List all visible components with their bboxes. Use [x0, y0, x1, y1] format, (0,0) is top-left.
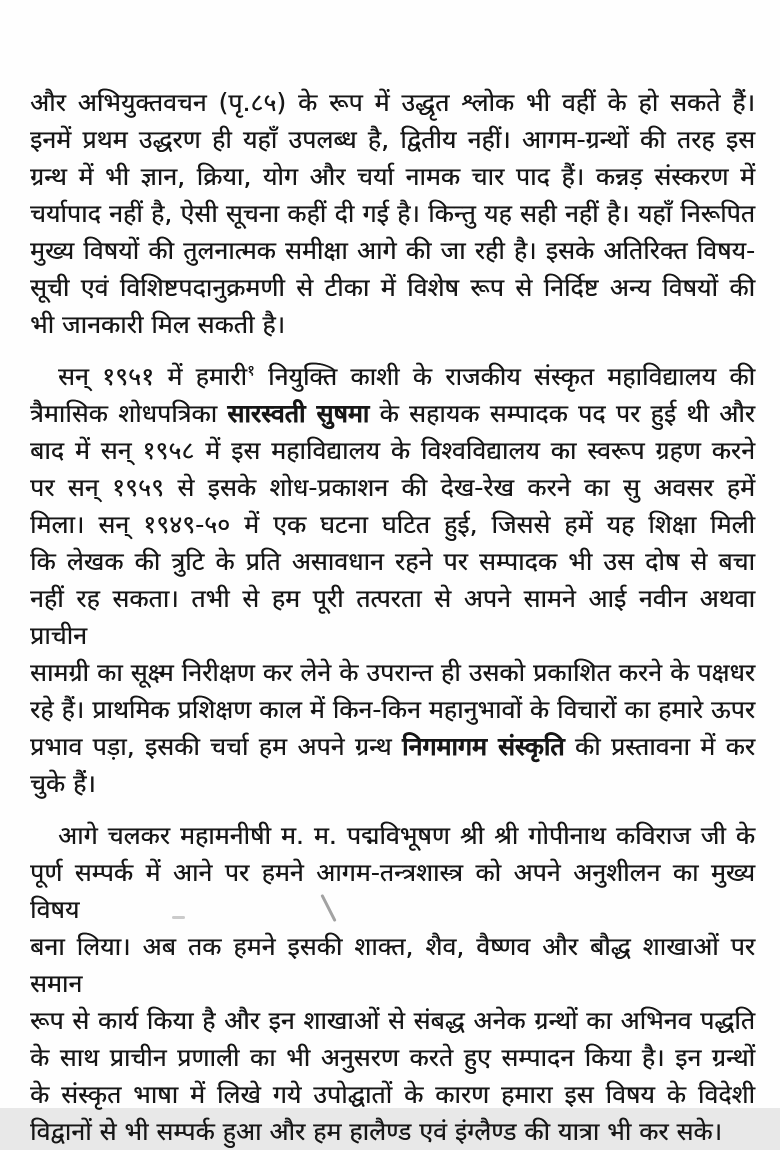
text-line: [30, 728, 755, 765]
bold-title-text: सारस्वती सुषमा: [227, 399, 370, 428]
text-segment: त्रैमासिक शोधपत्रिका: [30, 399, 228, 428]
text-line: [30, 306, 755, 343]
paragraph: [30, 358, 755, 802]
text-segment: प्रभाव पड़ा, इसकी चर्चा हम अपने ग्रन्थ: [30, 732, 402, 761]
bold-title-text: निगमागम संस्कृति: [401, 732, 565, 761]
text-line: [30, 195, 755, 232]
text-segment: सूची एवं विशिष्टपदानुक्रमणी से टीका में विशेष रूप से निर्दिष्ट अन्य विषयों की: [30, 273, 755, 302]
text-segment: ग्रन्थ में भी ज्ञान, क्रिया, योग और चर्या नामक चार पाद हैं। कन्नड़ संस्करण में: [30, 162, 755, 191]
text-line: [30, 854, 755, 928]
text-segment: सामग्री का सूक्ष्म निरीक्षण कर लेने के उपरान्त ही उसको प्रकाशित करने के पक्षधर: [30, 658, 755, 687]
text-segment: बना लिया। अब तक हमने इसकी शाक्त, शैव, वैष्णव और बौद्ध शाखाओं पर समान: [30, 932, 755, 998]
text-line: [30, 358, 755, 395]
text-segment: मुख्य विषयों की तुलनात्मक समीक्षा आगे की जा रही है। इसके अतिरिक्त विषय-: [30, 236, 755, 265]
text-line: [30, 506, 755, 543]
text-segment: बाद में सन् १९५८ में इस महाविद्यालय के विश्वविद्यालय का स्वरूप ग्रहण करने: [30, 436, 755, 465]
text-segment: रहे हैं। प्राथमिक प्रशिक्षण काल में किन-किन महानुभावों के विचारों का हमारे ऊपर: [30, 695, 755, 724]
text-line: [30, 580, 755, 654]
text-segment: विद्वानों से भी सम्पर्क हुआ और हम हालैण्ड एवं इंग्लैण्ड की यात्रा भी कर सके।: [30, 1117, 723, 1146]
text-line: [30, 395, 755, 432]
text-line: [30, 158, 755, 195]
text-line: [30, 1002, 755, 1039]
text-line: [30, 1113, 755, 1150]
text-line: [30, 84, 755, 121]
text-line: [30, 232, 755, 269]
text-segment: चर्यापाद नहीं है, ऐसी सूचना कहीं दी गई है। किन्तु यह सही नहीं है। यहाँ निरूपित: [30, 199, 755, 228]
text-segment: के सहायक सम्पादक पद पर हुई थी और: [369, 399, 755, 428]
text-line: [30, 432, 755, 469]
text-line: [30, 1039, 755, 1076]
text-line: [30, 691, 755, 728]
text-line: [30, 817, 755, 854]
text-segment: इनमें प्रथम उद्धरण ही यहाँ उपलब्ध है, द्वितीय नहीं। आगम-ग्रन्थों की तरह इस: [30, 125, 755, 154]
text-block: [30, 84, 755, 1150]
text-line: [30, 654, 755, 691]
footnote-marker: १: [246, 361, 255, 380]
text-line: [30, 469, 755, 506]
text-line: [30, 1076, 755, 1113]
text-line: [30, 928, 755, 1002]
text-segment: पर सन् १९५९ से इसके शोध-प्रकाशन की देख-रेख करने का सु अवसर हमें: [30, 473, 755, 502]
text-segment: चुके हैं।: [30, 769, 96, 798]
text-segment: नियुक्ति काशी के राजकीय संस्कृत महाविद्यालय की: [254, 362, 755, 391]
text-segment: पूर्ण सम्पर्क में आने पर हमने आगम-तन्त्रशास्त्र को अपने अनुशीलन का मुख्य विषय: [30, 858, 755, 924]
text-segment: कि लेखक की त्रुटि के प्रति असावधान रहने पर सम्पादक भी उस दोष से बचा: [30, 547, 755, 576]
text-segment: नहीं रह सकता। तभी से हम पूरी तत्परता से अपने सामने आई नवीन अथवा प्राचीन: [30, 584, 755, 650]
text-segment: की प्रस्तावना में कर: [564, 732, 755, 761]
scan-smudge: [172, 916, 185, 919]
paragraph: [30, 84, 755, 343]
text-line: [30, 269, 755, 306]
text-segment: के साथ प्राचीन प्रणाली का भी अनुसरण करते हुए सम्पादन किया है। इन ग्रन्थों: [30, 1043, 755, 1072]
text-line: [30, 543, 755, 580]
text-line: [30, 765, 755, 802]
text-segment: मिला। सन् १९४९-५० में एक घटना घटित हुई, जिससे हमें यह शिक्षा मिली: [30, 510, 755, 539]
text-segment: सन् १९५१ में हमारी: [58, 362, 247, 391]
text-segment: आगे चलकर महामनीषी म. म. पद्मविभूषण श्री श्री गोपीनाथ कविराज जी के: [58, 821, 755, 850]
paragraph: [30, 817, 755, 1150]
text-segment: भी जानकारी मिल सकती है।: [30, 310, 286, 339]
text-segment: के संस्कृत भाषा में लिखे गये उपोद्घातों के कारण हमारा इस विषय के विदेशी: [30, 1080, 755, 1109]
text-segment: और अभियुक्तवचन (पृ.८५) के रूप में उद्धृत श्लोक भी वहीं के हो सकते हैं।: [30, 88, 755, 117]
text-line: [30, 121, 755, 158]
text-segment: रूप से कार्य किया है और इन शाखाओं से संबद्ध अनेक ग्रन्थों का अभिनव पद्धति: [30, 1006, 755, 1035]
